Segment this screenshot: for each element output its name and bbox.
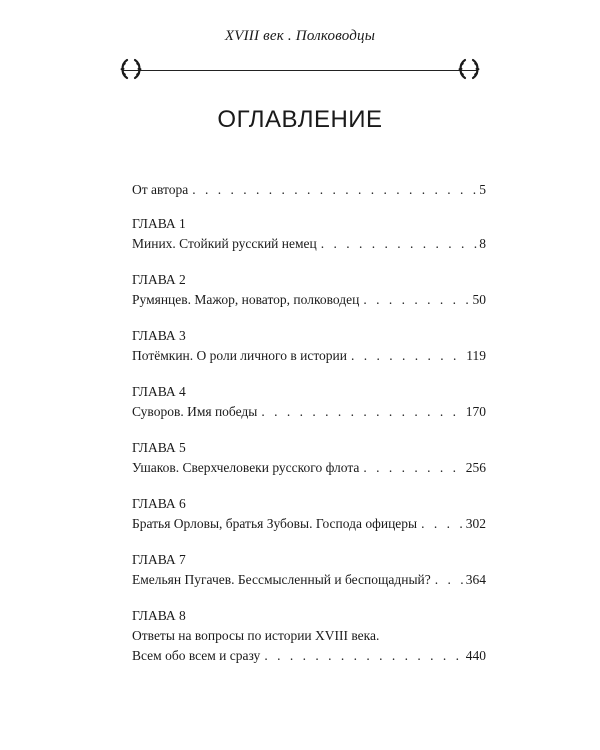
- dot-leader: [351, 346, 464, 366]
- dot-leader: [261, 402, 463, 422]
- toc-chapter: [132, 494, 486, 534]
- toc-entry: [132, 402, 486, 422]
- chapter-label: ГЛАВА 6: [132, 496, 186, 511]
- toc-entry-title: Братья Орловы, братья Зубовы. Господа офицеры: [132, 516, 418, 531]
- dot-leader: [264, 646, 463, 666]
- dot-leader: [321, 234, 478, 254]
- toc-entry: [132, 514, 486, 534]
- toc-entry-page: 302: [465, 516, 486, 531]
- dot-leader: [435, 570, 464, 590]
- toc-chapter: [132, 326, 486, 366]
- running-header-title: XVIII век . Полководцы: [224, 28, 376, 44]
- toc-entry-title: Ушаков. Сверхчеловеки русского флота: [132, 460, 360, 475]
- toc-entry: [132, 346, 486, 366]
- toc-entry-page: 170: [465, 404, 486, 419]
- toc-entry-title: От автора: [132, 182, 189, 197]
- chapter-label: ГЛАВА 1: [132, 216, 186, 231]
- toc-entry-title: Всем обо всем и сразу: [132, 648, 261, 663]
- dot-leader: [421, 514, 464, 534]
- toc-entry-title: Миних. Стойкий русский немец: [132, 236, 317, 251]
- toc-chapter: [132, 606, 486, 666]
- dot-leader: [363, 290, 470, 310]
- toc-entry: [132, 290, 486, 310]
- dot-leader: [192, 180, 477, 200]
- header-rule: [122, 70, 478, 71]
- toc-chapter: [132, 382, 486, 422]
- table-of-contents: [132, 180, 486, 666]
- toc-entry-title: Емельян Пугачев. Бессмысленный и беспощадный?: [132, 572, 431, 587]
- toc-entry-page: 256: [465, 460, 486, 475]
- chapter-label: ГЛАВА 2: [132, 272, 186, 287]
- page-title: ОГЛАВЛЕНИЕ: [217, 106, 383, 133]
- toc-chapter: [132, 214, 486, 254]
- toc-entry-title: Ответы на вопросы по истории XVIII века.: [132, 628, 380, 643]
- toc-entry-page: 5: [479, 182, 486, 197]
- toc-entry-page: 50: [472, 292, 486, 307]
- chapter-label: ГЛАВА 4: [132, 384, 186, 399]
- toc-chapter: [132, 550, 486, 590]
- toc-entry: [132, 570, 486, 590]
- toc-entry: [132, 646, 486, 666]
- toc-entry-page: 364: [465, 572, 486, 587]
- toc-entry-preface: [132, 180, 486, 200]
- toc-entry: [132, 458, 486, 478]
- toc-entry-page: 440: [465, 648, 486, 663]
- toc-entry: [132, 234, 486, 254]
- laurel-wreath-icon: [118, 56, 144, 82]
- toc-entry-title: Потёмкин. О роли личного в истории: [132, 348, 347, 363]
- dot-leader: [363, 458, 463, 478]
- chapter-label: ГЛАВА 5: [132, 440, 186, 455]
- running-header: [122, 28, 478, 70]
- toc-entry-page: 119: [466, 348, 486, 363]
- toc-chapter: [132, 438, 486, 478]
- toc-chapter: [132, 270, 486, 310]
- chapter-label: ГЛАВА 3: [132, 328, 186, 343]
- toc-entry-page: 8: [479, 236, 486, 251]
- chapter-label: ГЛАВА 8: [132, 608, 186, 623]
- toc-entry-title: Румянцев. Мажор, новатор, полководец: [132, 292, 360, 307]
- toc-entry-title: Суворов. Имя победы: [132, 404, 258, 419]
- chapter-label: ГЛАВА 7: [132, 552, 186, 567]
- laurel-wreath-icon: [456, 56, 482, 82]
